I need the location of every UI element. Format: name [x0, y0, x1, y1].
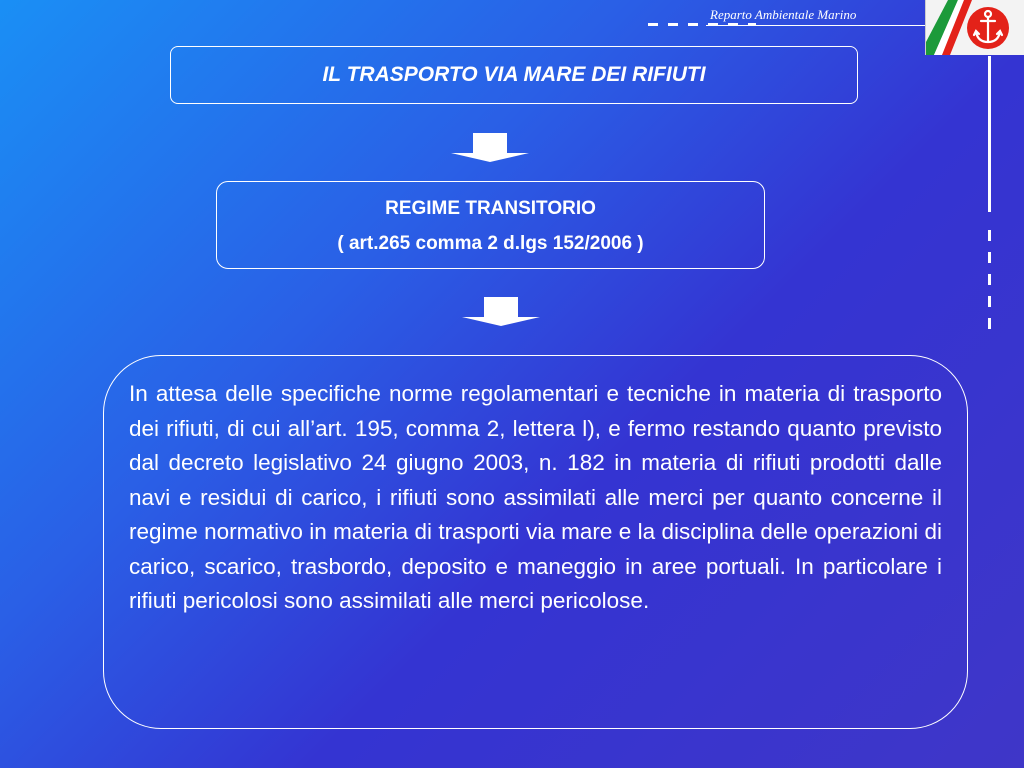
header-rule — [706, 25, 926, 26]
body-text-box — [103, 355, 968, 729]
regime-reference: ( art.265 comma 2 d.lgs 152/2006 ) — [337, 233, 644, 254]
body-paragraph: In attesa delle specifiche norme regolamentari e tecniche in materia di trasporto dei rifiuti, di cui all’art. 195, comma 2, lettera l), e fermo restando quanto previsto dal decreto legislativo 24 giugno 2003, n. 182 in materia di rifiuti prodotti dalle navi e residui di carico, i rifiuti sono assimilati alle merci per quanto concerne il regime normativo in materia di trasporti via mare e la disciplina delle operazioni di carico, scarico, trasbordo, deposito e maneggio in aree portuali. In particolare i rifiuti pericolosi sono assimilati alle merci pericolose. — [129, 381, 942, 613]
page-title: IL TRASPORTO VIA MARE DEI RIFIUTI — [322, 63, 706, 86]
down-arrow-icon — [451, 133, 529, 162]
coast-guard-logo — [925, 0, 1024, 55]
regime-heading: REGIME TRANSITORIO — [385, 198, 596, 219]
regime-box — [216, 181, 765, 269]
down-arrow-icon — [462, 297, 540, 326]
title-box — [170, 46, 858, 104]
vertical-rule-dashed — [988, 230, 991, 334]
department-label: Reparto Ambientale Marino — [710, 7, 857, 22]
logo-graphic — [926, 0, 1024, 55]
vertical-rule-solid — [988, 56, 991, 212]
